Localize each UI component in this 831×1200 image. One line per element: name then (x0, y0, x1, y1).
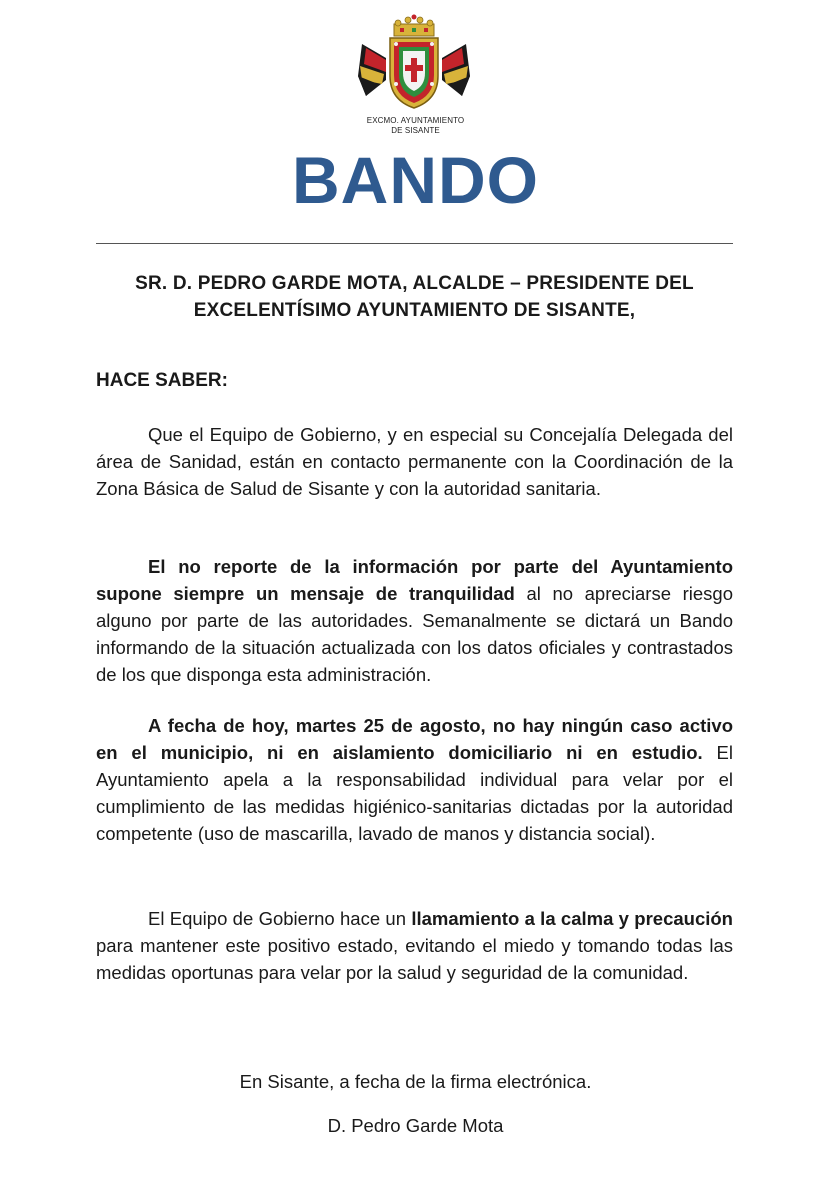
paragraph-3-rest: El Ayuntamiento apela a la responsabilidad individual para velar por el cumplimiento de las medidas higiénico-sanitarias dictadas por la autoridad competente (uso de mascarilla, lavado de manos y distancia social). (96, 742, 733, 844)
paragraph-4 (96, 905, 733, 986)
header-divider (96, 243, 733, 244)
paragraph-2 (96, 553, 733, 688)
paragraph-2-rest: al no apreciarse riesgo alguno por parte de las autoridades. Semanalmente se dictará un Bando informando de la situación actualizada con los datos oficiales y contrastados de los que disponga esta administración. (96, 583, 733, 685)
document-title: BANDO (292, 143, 539, 217)
paragraph-2-bold: El no reporte de la información por parte del Ayuntamiento supone siempre un mensaje de tranquilidad (96, 556, 733, 604)
paragraph-4-after: para mantener este positivo estado, evitando el miedo y tomando todas las medidas oportunas para velar por la salud y seguridad de la comunidad. (96, 935, 733, 983)
paragraph-1 (96, 421, 733, 502)
signature-name: D. Pedro Garde Mota (327, 1115, 504, 1136)
paragraph-3 (96, 712, 733, 847)
mayor-heading-line1: SR. D. PEDRO GARDE MOTA, ALCALDE – PRESIDENTE DEL (135, 273, 694, 294)
paragraph-4-bold: llamamiento a la calma y precaución (411, 908, 733, 929)
paragraph-1-text: Que el Equipo de Gobierno, y en especial su Concejalía Delegada del área de Sanidad, están en contacto permanente con la Coordinación de la Zona Básica de Salud de Sisante y con la autoridad sanitaria. (96, 424, 733, 499)
paragraph-4-before: El Equipo de Gobierno hace un (148, 908, 412, 929)
org-name-line2: DE SISANTE (391, 126, 440, 135)
coat-of-arms-icon (356, 14, 472, 114)
mayor-heading (96, 270, 733, 324)
paragraph-3-bold: A fecha de hoy, martes 25 de agosto, no hay ningún caso activo en el municipio, ni en aislamiento domiciliario ni en estudio. (96, 715, 733, 763)
org-name-line1: EXCMO. AYUNTAMIENTO (366, 116, 465, 125)
mayor-heading-line2: EXCELENTÍSIMO AYUNTAMIENTO DE SISANTE, (193, 300, 636, 321)
place-date-line: En Sisante, a fecha de la firma electrónica. (239, 1071, 592, 1092)
hace-saber-label: HACE SABER: (96, 370, 228, 391)
